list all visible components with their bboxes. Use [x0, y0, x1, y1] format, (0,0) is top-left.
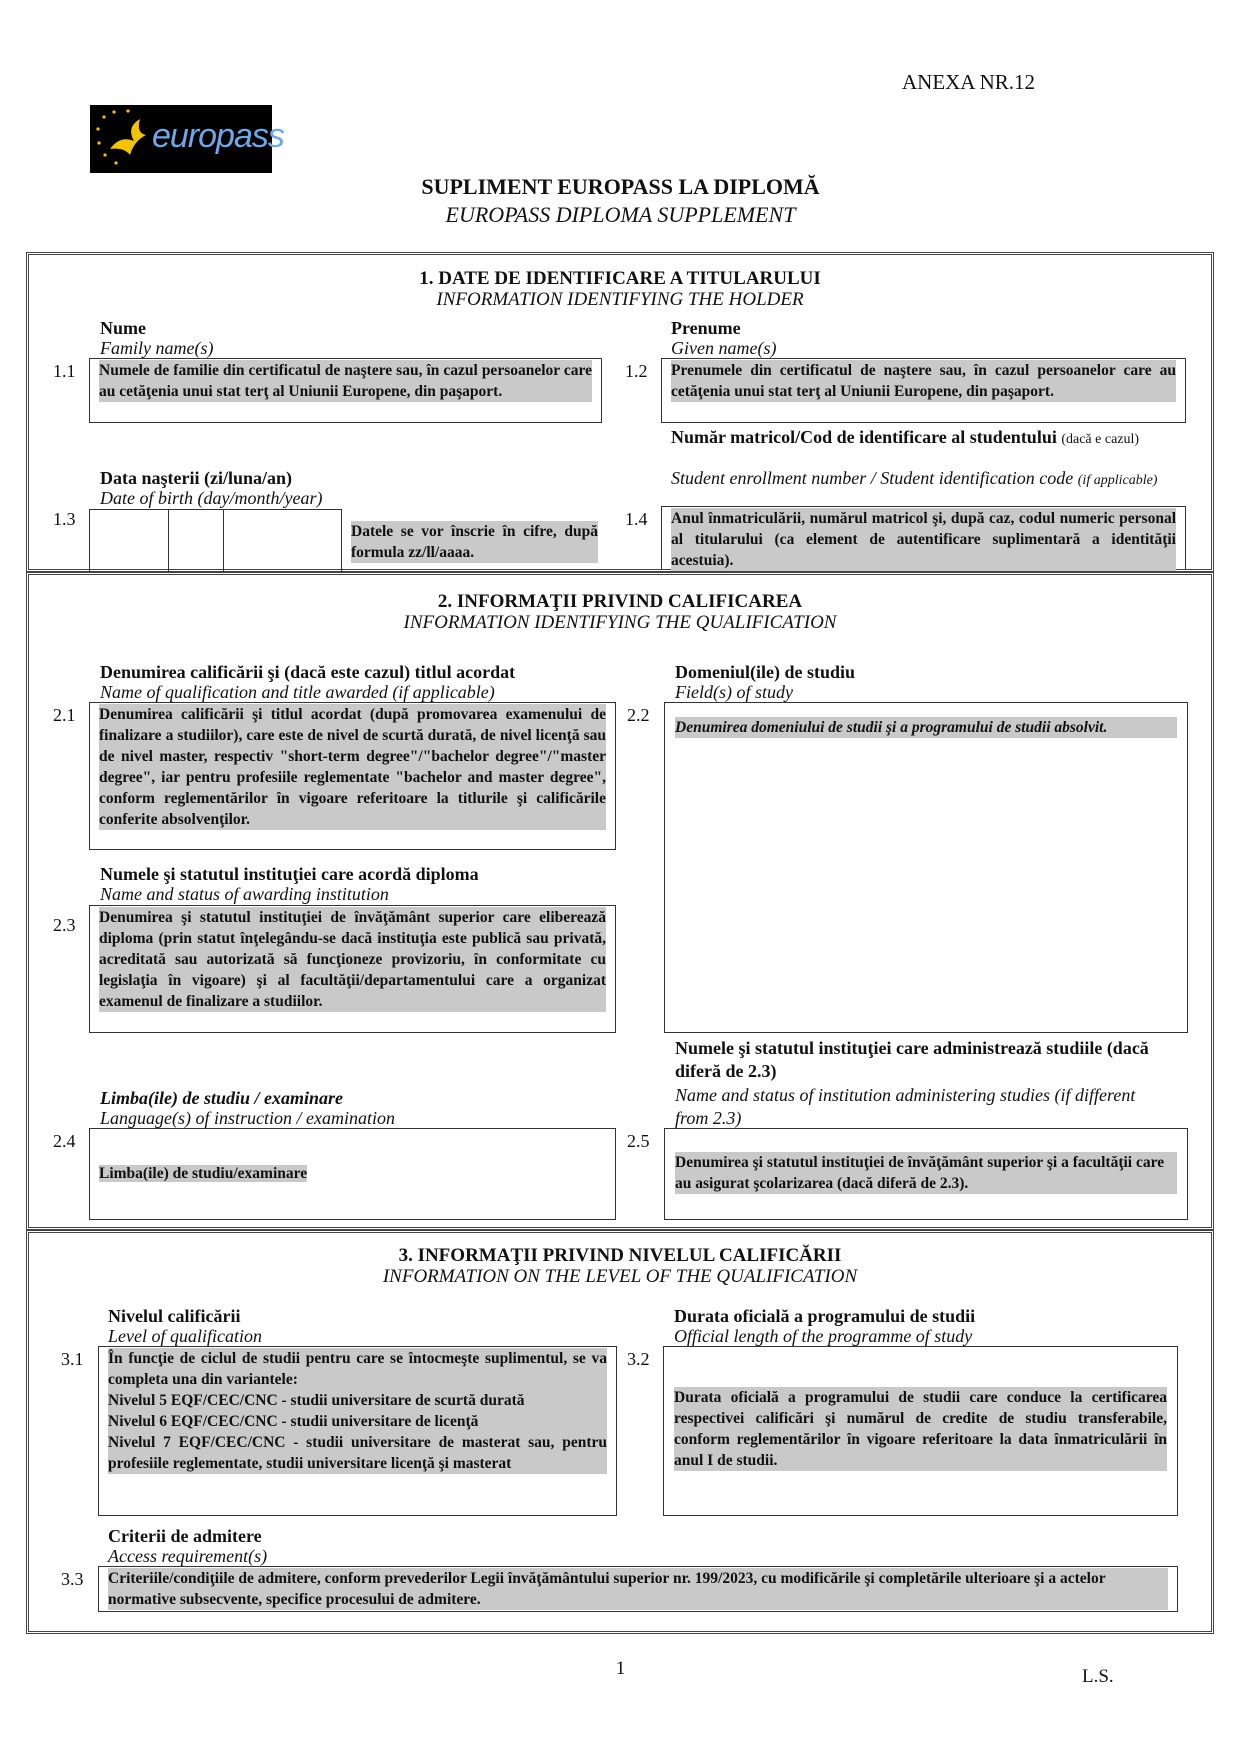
f14-label-en-note: (if applicable): [1077, 473, 1158, 488]
f22-label-ro: Domeniul(ile) de studiu: [675, 662, 856, 682]
administering-institution-field[interactable]: [664, 1128, 1188, 1220]
f11-label-ro: Nume: [100, 318, 146, 338]
field-of-study-field[interactable]: [664, 702, 1188, 1033]
f14-label-en: [671, 468, 1181, 491]
f13-label-en: Date of birth (day/month/year): [100, 488, 323, 508]
europass-logo: [90, 105, 284, 173]
seal-placeholder: L.S.: [1082, 1666, 1114, 1687]
f32-label-ro: Durata oficială a programului de studii: [674, 1306, 976, 1326]
level-line-2: Nivelul 5 EQF/CEC/CNC - studii universitare de scurtă durată: [108, 1390, 607, 1411]
field-of-study-value: Denumirea domeniului de studii şi a programului de studii absolvit.: [675, 717, 1177, 738]
doc-title-en: EUROPASS DIPLOMA SUPPLEMENT: [445, 202, 796, 227]
f33-label-en: Access requirement(s): [108, 1546, 268, 1566]
f12-label-ro: Prenume: [671, 318, 741, 338]
doc-title-ro: SUPLIMENT EUROPASS LA DIPLOMĂ: [421, 174, 820, 199]
f21-label-ro: Denumirea calificării şi (dacă este cazul) titlul acordat: [100, 662, 516, 682]
f11-number: 1.1: [53, 361, 76, 381]
section-2-subtitle: INFORMATION IDENTIFYING THE QUALIFICATION: [403, 612, 837, 633]
f33-label-ro: Criterii de admitere: [108, 1526, 262, 1546]
f14-label-ro-text: Număr matricol/Cod de identificare al studentului: [671, 427, 1057, 447]
administering-institution-value: Denumirea şi statutul instituţiei de învăţământ superior şi a facultăţii care au asigurat şcolarizarea (dacă diferă de 2.3).: [675, 1152, 1177, 1194]
f23-number: 2.3: [53, 915, 76, 935]
f33-number: 3.3: [61, 1569, 84, 1589]
f13-label-ro: Data naşterii (zi/luna/an): [100, 468, 292, 488]
f23-label-ro: Numele şi statutul instituţiei care acordă diploma: [100, 864, 479, 884]
f21-number: 2.1: [53, 705, 76, 725]
level-line-3: Nivelul 6 EQF/CEC/CNC - studii universitare de licenţă: [108, 1411, 607, 1432]
date-of-birth-note: [351, 521, 598, 563]
f32-label-en: Official length of the programme of study: [674, 1326, 973, 1346]
f14-label-ro: [671, 427, 1181, 450]
f32-number: 3.2: [627, 1349, 650, 1369]
f12-number: 1.2: [625, 361, 648, 381]
f14-label-en-text: Student enrollment number / Student identification code: [671, 468, 1074, 488]
programme-length-field[interactable]: [663, 1346, 1178, 1516]
section-3-subtitle: INFORMATION ON THE LEVEL OF THE QUALIFICATION: [382, 1266, 858, 1287]
f14-number: 1.4: [625, 509, 648, 529]
student-id-value: Anul înmatriculării, numărul matricol şi, după caz, codul numeric personal al titularului (ca element de autentificare suplimentară a identităţii acestuia).: [671, 510, 1176, 569]
f25-number: 2.5: [627, 1131, 650, 1151]
f31-label-ro: Nivelul calificării: [108, 1306, 241, 1326]
f21-label-en: Name of qualification and title awarded (if applicable): [100, 682, 495, 702]
f13-number: 1.3: [53, 509, 76, 529]
language-field[interactable]: [89, 1128, 616, 1220]
page-number: 1: [615, 1658, 626, 1679]
family-name-value: Numele de familie din certificatul de naştere sau, în cazul persoanelor care au cetăţenia unui stat terţ al Uniunii Europene, din paşaport.: [99, 362, 592, 400]
f11-label-en: Family name(s): [100, 338, 214, 358]
f22-label-en: Field(s) of study: [675, 682, 793, 702]
dob-divider-2: [223, 510, 224, 573]
section-1-frame: [26, 252, 1214, 572]
logo-text: europass: [152, 117, 284, 155]
f23-label-en: Name and status of awarding institution: [100, 884, 389, 904]
level-line-1: În funcţie de ciclul de studii pentru care se întocmeşte suplimentul, se va completa una din variantele:: [108, 1350, 607, 1388]
section-3-frame: [26, 1230, 1214, 1634]
qualification-level-field[interactable]: [98, 1346, 617, 1516]
awarding-institution-value: Denumirea şi statutul instituţiei de învăţământ superior care eliberează diploma (prin statut înţelegându-se dacă instituţia este publică sau privată, acreditată sau autorizată să funcţioneze provizoriu, în conformitate cu legislaţia în vigoare) şi al facultăţii/departamentului care a organizat examenul de finalizare a studiilor.: [99, 909, 606, 1010]
language-value: Limba(ile) de studiu/examinare: [99, 1165, 308, 1182]
f25-label-en: Name and status of institution administering studies (if different from 2.3): [675, 1085, 1136, 1128]
access-requirements-value: Criteriile/condiţiile de admitere, conform prevederilor Legii învăţământului superior nr. 199/2023, cu modificările şi completările ulterioare şi a actelor normative subsecvente, specifice procesului de admitere.: [108, 1568, 1168, 1610]
awarding-institution-field[interactable]: [89, 905, 616, 1033]
qualification-name-value: Denumirea calificării şi titlul acordat (după promovarea examenului de finalizare a studiilor), care este de nivel de scurtă durată, de nivel licenţă sau de nivel master, respectiv "short-term degree"/"bachelor degree"/"master degree", iar pentru profesiile reglementate "bachelor and master degree", conform reglementărilor în vigoare referitoare la titlurile şi calificările conferite absolvenţilor.: [99, 706, 606, 828]
date-of-birth-value: Datele se vor înscrie în cifre, după formula zz/ll/aaaa.: [351, 523, 598, 561]
section-1-subtitle: INFORMATION IDENTIFYING THE HOLDER: [436, 289, 804, 310]
f24-label-en: Language(s) of instruction / examination: [100, 1108, 395, 1128]
date-of-birth-field[interactable]: [89, 509, 342, 572]
f24-label-ro: Limba(ile) de studiu / examinare: [100, 1088, 343, 1108]
f31-number: 3.1: [61, 1349, 84, 1369]
level-line-4: Nivelul 7 EQF/CEC/CNC - studii universitare de masterat sau, pentru profesiile reglementate, studii universitare licenţă şi masterat: [108, 1434, 607, 1472]
section-1-title: 1. DATE DE IDENTIFICARE A TITULARULUI: [419, 268, 821, 289]
family-name-field[interactable]: [89, 358, 602, 423]
section-3-title: 3. INFORMAŢII PRIVIND NIVELUL CALIFICĂRII: [398, 1245, 842, 1266]
dob-divider-1: [168, 510, 169, 573]
f31-label-en: Level of qualification: [108, 1326, 262, 1346]
access-requirements-field[interactable]: [98, 1566, 1178, 1612]
student-id-field[interactable]: [661, 506, 1186, 569]
given-name-field[interactable]: [661, 358, 1186, 423]
section-2-title: 2. INFORMAŢII PRIVIND CALIFICAREA: [437, 591, 803, 612]
programme-length-value: Durata oficială a programului de studii care conduce la certificarea respectivei calificări şi numărul de credite de studiu transferabile, conform reglementărilor în vigoare referitoare la data înmatriculării în anul I de studii.: [674, 1389, 1167, 1469]
f22-number: 2.2: [627, 705, 650, 725]
annex-label: ANEXA NR.12: [901, 70, 1035, 94]
f12-label-en: Given name(s): [671, 338, 777, 358]
section-2-frame: [26, 572, 1214, 1230]
f24-number: 2.4: [53, 1131, 76, 1151]
given-name-value: Prenumele din certificatul de naştere sau, în cazul persoanelor care au cetăţenia unui stat terţ al Uniunii Europene, din paşaport.: [671, 362, 1176, 400]
f25-label-ro: Numele şi statutul instituţiei care administrează studiile (dacă diferă de 2.3): [675, 1038, 1149, 1081]
qualification-name-field[interactable]: [89, 702, 616, 850]
f14-label-ro-note: (dacă e cazul): [1061, 432, 1140, 447]
